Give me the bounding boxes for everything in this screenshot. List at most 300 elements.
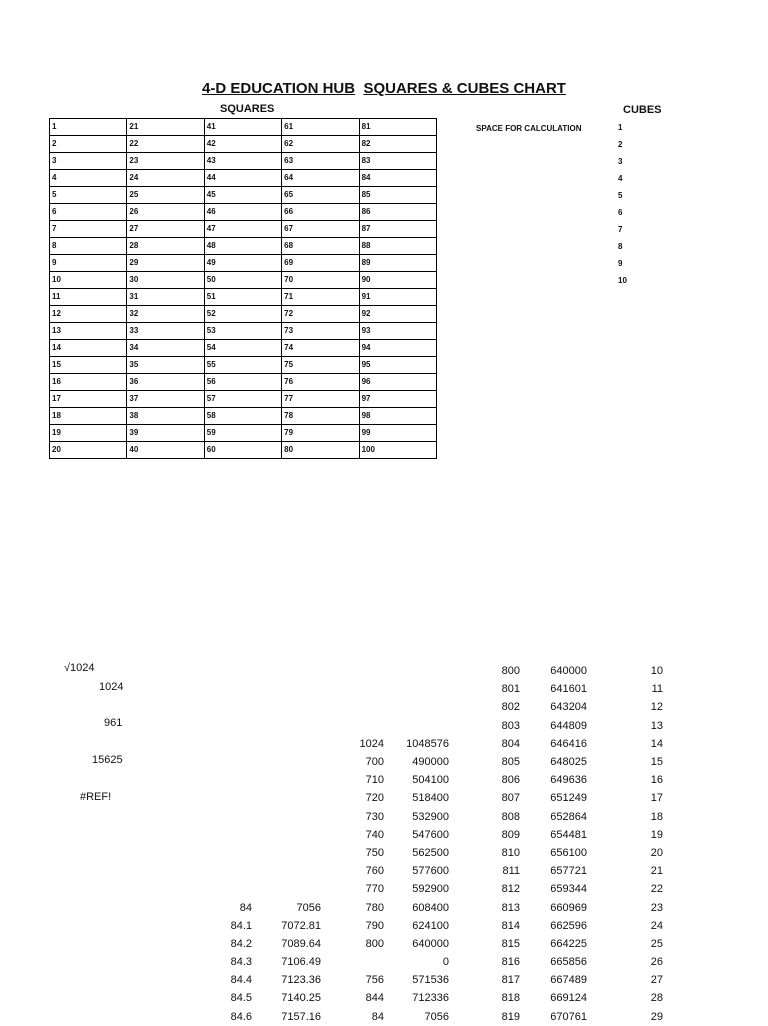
grid-cell: 814 xyxy=(501,919,520,932)
grid-cell xyxy=(252,717,321,735)
grid-cell: 547600 xyxy=(412,828,449,841)
table-cell: 43 xyxy=(204,153,281,170)
grid-cell xyxy=(0,771,252,789)
table-cell: 42 xyxy=(204,136,281,153)
grid-cell xyxy=(384,717,449,735)
table-cell: 59 xyxy=(204,425,281,442)
table-cell: 76 xyxy=(282,374,359,391)
table-row xyxy=(0,971,663,989)
grid-cell: 813 xyxy=(501,901,520,914)
grid-cell: 532900 xyxy=(412,810,449,823)
grid-cell: 25 xyxy=(650,937,663,950)
table-row xyxy=(50,119,437,136)
table-cell: 82 xyxy=(359,136,436,153)
table-cell: 100 xyxy=(359,442,436,459)
table-row xyxy=(0,789,663,807)
table-cell: 52 xyxy=(204,306,281,323)
table-cell: 86 xyxy=(359,204,436,221)
cubes-label: CUBES xyxy=(623,104,662,116)
grid-cell: 7056 xyxy=(296,901,321,914)
grid-cell: 646416 xyxy=(550,737,587,750)
grid-cell: 801 xyxy=(501,683,520,696)
grid-cell: 700 xyxy=(365,756,384,769)
grid-cell xyxy=(384,698,449,716)
table-cell: 57 xyxy=(204,391,281,408)
table-cell: 18 xyxy=(50,408,127,425)
grid-cell xyxy=(252,826,321,844)
grid-cell: 808 xyxy=(501,810,520,823)
grid-cell: 657721 xyxy=(550,865,587,878)
table-row xyxy=(50,306,437,323)
grid-cell xyxy=(384,662,449,680)
list-item: 3 xyxy=(618,157,623,166)
grid-cell: 14 xyxy=(650,737,663,750)
grid-cell: 15 xyxy=(650,756,663,769)
grid-cell: 800 xyxy=(501,665,520,678)
table-cell: 93 xyxy=(359,323,436,340)
table-cell: 81 xyxy=(359,119,436,136)
table-cell: 49 xyxy=(204,255,281,272)
table-row xyxy=(0,826,663,844)
grid-cell: 652864 xyxy=(550,810,587,823)
table-cell: 15 xyxy=(50,357,127,374)
grid-cell: 756 xyxy=(365,974,384,987)
grid-cell: 651249 xyxy=(550,792,587,805)
table-row xyxy=(50,170,437,187)
table-cell: 85 xyxy=(359,187,436,204)
grid-cell xyxy=(252,698,321,716)
table-row xyxy=(0,880,663,898)
grid-cell: 1024 xyxy=(359,737,384,750)
table-cell: 66 xyxy=(282,204,359,221)
grid-cell xyxy=(0,844,252,862)
table-row xyxy=(50,238,437,255)
table-cell: 23 xyxy=(127,153,204,170)
grid-cell: 641601 xyxy=(550,683,587,696)
grid-cell: 12 xyxy=(650,701,663,714)
grid-cell: 804 xyxy=(501,737,520,750)
grid-cell: 608400 xyxy=(412,901,449,914)
grid-cell: 819 xyxy=(501,1010,520,1023)
grid-cell: 0 xyxy=(442,956,449,969)
table-cell: 17 xyxy=(50,391,127,408)
table-row xyxy=(50,289,437,306)
grid-cell: 24 xyxy=(650,919,663,932)
grid-cell: 654481 xyxy=(550,828,587,841)
table-cell: 65 xyxy=(282,187,359,204)
grid-cell: 22 xyxy=(650,883,663,896)
grid-cell: 84.5 xyxy=(230,992,252,1005)
note-ref-error: #REF! xyxy=(80,791,112,803)
table-cell: 62 xyxy=(282,136,359,153)
table-cell: 54 xyxy=(204,340,281,357)
table-cell: 8 xyxy=(50,238,127,255)
grid-cell: 7157.16 xyxy=(281,1010,321,1023)
table-cell: 61 xyxy=(282,119,359,136)
table-row xyxy=(0,862,663,880)
note-1024: 1024 xyxy=(99,681,124,693)
table-cell: 31 xyxy=(127,289,204,306)
grid-cell xyxy=(252,735,321,753)
grid-cell: 812 xyxy=(501,883,520,896)
table-cell: 71 xyxy=(282,289,359,306)
grid-cell xyxy=(0,808,252,826)
grid-cell: 800 xyxy=(365,937,384,950)
table-row xyxy=(50,272,437,289)
grid-cell: 806 xyxy=(501,774,520,787)
grid-cell: 805 xyxy=(501,756,520,769)
grid-cell: 643204 xyxy=(550,701,587,714)
table-cell: 45 xyxy=(204,187,281,204)
table-cell: 63 xyxy=(282,153,359,170)
table-cell: 51 xyxy=(204,289,281,306)
table-row xyxy=(0,953,663,971)
table-cell: 97 xyxy=(359,391,436,408)
grid-cell: 577600 xyxy=(412,865,449,878)
table-cell: 6 xyxy=(50,204,127,221)
grid-cell: 640000 xyxy=(412,937,449,950)
grid-cell xyxy=(321,698,384,716)
grid-cell xyxy=(252,808,321,826)
grid-cell: 84.4 xyxy=(230,974,252,987)
grid-cell: 17 xyxy=(650,792,663,805)
grid-cell: 807 xyxy=(501,792,520,805)
grid-cell: 26 xyxy=(650,956,663,969)
table-cell: 38 xyxy=(127,408,204,425)
table-row xyxy=(50,408,437,425)
table-cell: 96 xyxy=(359,374,436,391)
grid-cell: 664225 xyxy=(550,937,587,950)
table-row xyxy=(0,844,663,862)
grid-cell: 810 xyxy=(501,846,520,859)
table-cell: 26 xyxy=(127,204,204,221)
table-cell: 13 xyxy=(50,323,127,340)
grid-cell: 644809 xyxy=(550,719,587,732)
table-cell: 22 xyxy=(127,136,204,153)
grid-cell xyxy=(0,662,252,680)
table-cell: 53 xyxy=(204,323,281,340)
table-cell: 35 xyxy=(127,357,204,374)
grid-cell: 7123.36 xyxy=(281,974,321,987)
grid-cell: 10 xyxy=(650,665,663,678)
table-cell: 69 xyxy=(282,255,359,272)
table-row xyxy=(0,808,663,826)
table-cell: 24 xyxy=(127,170,204,187)
table-cell: 2 xyxy=(50,136,127,153)
grid-cell: 662596 xyxy=(550,919,587,932)
table-cell: 68 xyxy=(282,238,359,255)
grid-cell xyxy=(0,862,252,880)
table-cell: 4 xyxy=(50,170,127,187)
table-cell: 74 xyxy=(282,340,359,357)
table-cell: 98 xyxy=(359,408,436,425)
table-cell: 84 xyxy=(359,170,436,187)
table-row xyxy=(50,221,437,238)
table-row xyxy=(0,989,663,1007)
table-row xyxy=(0,680,663,698)
grid-cell: 844 xyxy=(365,992,384,1005)
grid-cell xyxy=(252,880,321,898)
grid-cell: 710 xyxy=(365,774,384,787)
grid-cell: 571536 xyxy=(412,974,449,987)
grid-cell xyxy=(321,662,384,680)
grid-cell: 29 xyxy=(650,1010,663,1023)
table-cell: 73 xyxy=(282,323,359,340)
list-item: 9 xyxy=(618,259,623,268)
grid-cell: 7089.64 xyxy=(281,937,321,950)
table-cell: 92 xyxy=(359,306,436,323)
table-cell: 47 xyxy=(204,221,281,238)
grid-cell: 28 xyxy=(650,992,663,1005)
calculation-space-label: SPACE FOR CALCULATION xyxy=(476,124,582,133)
title-hub: 4-D EDUCATION HUB xyxy=(202,80,356,97)
table-cell: 1 xyxy=(50,119,127,136)
grid-cell: 760 xyxy=(365,865,384,878)
table-cell: 67 xyxy=(282,221,359,238)
note-15625: 15625 xyxy=(92,754,123,766)
table-cell: 34 xyxy=(127,340,204,357)
table-cell: 48 xyxy=(204,238,281,255)
grid-cell: 624100 xyxy=(412,919,449,932)
table-cell: 11 xyxy=(50,289,127,306)
grid-cell: 816 xyxy=(501,956,520,969)
grid-cell xyxy=(0,880,252,898)
grid-cell xyxy=(0,826,252,844)
grid-cell: 730 xyxy=(365,810,384,823)
page-title xyxy=(0,80,768,97)
table-row xyxy=(50,255,437,272)
grid-cell: 770 xyxy=(365,883,384,896)
table-cell: 32 xyxy=(127,306,204,323)
table-row xyxy=(0,935,663,953)
table-row xyxy=(50,323,437,340)
grid-cell: 818 xyxy=(501,992,520,1005)
table-cell: 70 xyxy=(282,272,359,289)
grid-cell: 656100 xyxy=(550,846,587,859)
grid-cell: 809 xyxy=(501,828,520,841)
table-cell: 91 xyxy=(359,289,436,306)
grid-cell xyxy=(0,680,252,698)
grid-cell: 712336 xyxy=(412,992,449,1005)
table-row xyxy=(50,442,437,459)
table-row xyxy=(50,153,437,170)
table-cell: 80 xyxy=(282,442,359,459)
grid-cell: 648025 xyxy=(550,756,587,769)
grid-cell xyxy=(252,789,321,807)
grid-cell: 21 xyxy=(650,865,663,878)
list-item: 7 xyxy=(618,225,623,234)
list-item: 10 xyxy=(618,276,627,285)
grid-cell: 780 xyxy=(365,901,384,914)
grid-cell xyxy=(0,717,252,735)
table-cell: 50 xyxy=(204,272,281,289)
grid-cell: 803 xyxy=(501,719,520,732)
table-row xyxy=(0,753,663,771)
grid-cell: 802 xyxy=(501,701,520,714)
table-cell: 46 xyxy=(204,204,281,221)
grid-cell: 817 xyxy=(501,974,520,987)
grid-cell: 23 xyxy=(650,901,663,914)
cubes-list xyxy=(618,123,627,293)
grid-cell xyxy=(252,844,321,862)
list-item: 8 xyxy=(618,242,623,251)
grid-cell: 84.2 xyxy=(230,937,252,950)
table-cell: 56 xyxy=(204,374,281,391)
table-cell: 20 xyxy=(50,442,127,459)
table-cell: 28 xyxy=(127,238,204,255)
table-cell: 58 xyxy=(204,408,281,425)
table-cell: 60 xyxy=(204,442,281,459)
grid-cell xyxy=(252,862,321,880)
table-cell: 87 xyxy=(359,221,436,238)
grid-cell xyxy=(252,753,321,771)
table-cell: 10 xyxy=(50,272,127,289)
grid-cell: 592900 xyxy=(412,883,449,896)
grid-cell xyxy=(252,771,321,789)
table-cell: 95 xyxy=(359,357,436,374)
grid-cell: 11 xyxy=(651,683,663,696)
squares-label: SQUARES xyxy=(220,103,275,115)
table-cell: 41 xyxy=(204,119,281,136)
table-row xyxy=(50,187,437,204)
table-cell: 7 xyxy=(50,221,127,238)
grid-cell: 7056 xyxy=(424,1010,449,1023)
table-row xyxy=(50,204,437,221)
table-cell: 19 xyxy=(50,425,127,442)
table-cell: 55 xyxy=(204,357,281,374)
table-cell: 77 xyxy=(282,391,359,408)
grid-cell: 740 xyxy=(365,828,384,841)
grid-cell: 669124 xyxy=(550,992,587,1005)
table-cell: 29 xyxy=(127,255,204,272)
table-cell: 5 xyxy=(50,187,127,204)
table-cell: 37 xyxy=(127,391,204,408)
grid-cell: 18 xyxy=(650,810,663,823)
table-row xyxy=(50,136,437,153)
grid-cell: 649636 xyxy=(550,774,587,787)
table-row xyxy=(0,735,663,753)
grid-cell: 518400 xyxy=(412,792,449,805)
grid-cell: 16 xyxy=(650,774,663,787)
table-cell: 14 xyxy=(50,340,127,357)
list-item: 5 xyxy=(618,191,623,200)
grid-cell: 815 xyxy=(501,937,520,950)
grid-cell: 27 xyxy=(650,974,663,987)
table-cell: 94 xyxy=(359,340,436,357)
grid-cell: 811 xyxy=(502,865,520,878)
grid-cell: 7106.49 xyxy=(281,956,321,969)
grid-cell: 659344 xyxy=(550,883,587,896)
table-cell: 72 xyxy=(282,306,359,323)
table-cell: 88 xyxy=(359,238,436,255)
grid-cell: 84 xyxy=(371,1010,384,1023)
table-row xyxy=(0,698,663,716)
list-item: 1 xyxy=(618,123,623,132)
grid-cell: 13 xyxy=(650,719,663,732)
table-cell: 33 xyxy=(127,323,204,340)
list-item: 6 xyxy=(618,208,623,217)
table-cell: 16 xyxy=(50,374,127,391)
table-cell: 90 xyxy=(359,272,436,289)
grid-cell: 720 xyxy=(365,792,384,805)
table-cell: 21 xyxy=(127,119,204,136)
table-cell: 75 xyxy=(282,357,359,374)
grid-cell: 790 xyxy=(365,919,384,932)
table-cell: 9 xyxy=(50,255,127,272)
table-row xyxy=(0,662,663,680)
grid-cell: 84.3 xyxy=(230,956,252,969)
grid-cell: 19 xyxy=(650,828,663,841)
list-item: 4 xyxy=(618,174,623,183)
note-961: 961 xyxy=(104,717,123,729)
grid-cell: 504100 xyxy=(412,774,449,787)
grid-cell: 660969 xyxy=(550,901,587,914)
note-sqrt: √1024 xyxy=(64,662,95,674)
table-cell: 44 xyxy=(204,170,281,187)
table-row xyxy=(0,771,663,789)
grid-cell xyxy=(321,953,384,971)
table-cell: 78 xyxy=(282,408,359,425)
title-chart: SQUARES & CUBES CHART xyxy=(363,80,566,97)
grid-cell xyxy=(252,662,321,680)
grid-cell: 667489 xyxy=(550,974,587,987)
table-cell: 3 xyxy=(50,153,127,170)
grid-cell: 665856 xyxy=(550,956,587,969)
table-cell: 39 xyxy=(127,425,204,442)
table-cell: 99 xyxy=(359,425,436,442)
grid-cell: 750 xyxy=(365,846,384,859)
grid-cell: 670761 xyxy=(550,1010,587,1023)
table-row xyxy=(0,898,663,916)
table-row xyxy=(50,374,437,391)
table-cell: 25 xyxy=(127,187,204,204)
table-cell: 64 xyxy=(282,170,359,187)
table-cell: 83 xyxy=(359,153,436,170)
table-cell: 89 xyxy=(359,255,436,272)
grid-cell: 562500 xyxy=(412,846,449,859)
grid-cell xyxy=(252,680,321,698)
table-row xyxy=(50,357,437,374)
grid-cell xyxy=(0,698,252,716)
table-cell: 40 xyxy=(127,442,204,459)
table-cell: 12 xyxy=(50,306,127,323)
table-row xyxy=(50,340,437,357)
table-row xyxy=(0,917,663,935)
grid-cell: 7072.81 xyxy=(281,919,321,932)
grid-cell: 84.6 xyxy=(230,1010,252,1023)
table-cell: 27 xyxy=(127,221,204,238)
table-cell: 79 xyxy=(282,425,359,442)
table-row xyxy=(50,425,437,442)
list-item: 2 xyxy=(618,140,623,149)
grid-cell: 640000 xyxy=(550,665,587,678)
grid-cell: 490000 xyxy=(412,756,449,769)
table-row xyxy=(0,1008,663,1026)
grid-cell xyxy=(384,680,449,698)
grid-cell: 84 xyxy=(239,901,252,914)
table-row xyxy=(50,391,437,408)
grid-cell: 1048576 xyxy=(406,737,449,750)
calculation-grid xyxy=(0,662,663,1026)
squares-table xyxy=(49,118,437,459)
grid-cell xyxy=(0,789,252,807)
grid-cell xyxy=(321,680,384,698)
table-cell: 30 xyxy=(127,272,204,289)
grid-cell xyxy=(0,753,252,771)
table-row xyxy=(0,717,663,735)
grid-cell xyxy=(321,717,384,735)
grid-cell: 84.1 xyxy=(230,919,252,932)
